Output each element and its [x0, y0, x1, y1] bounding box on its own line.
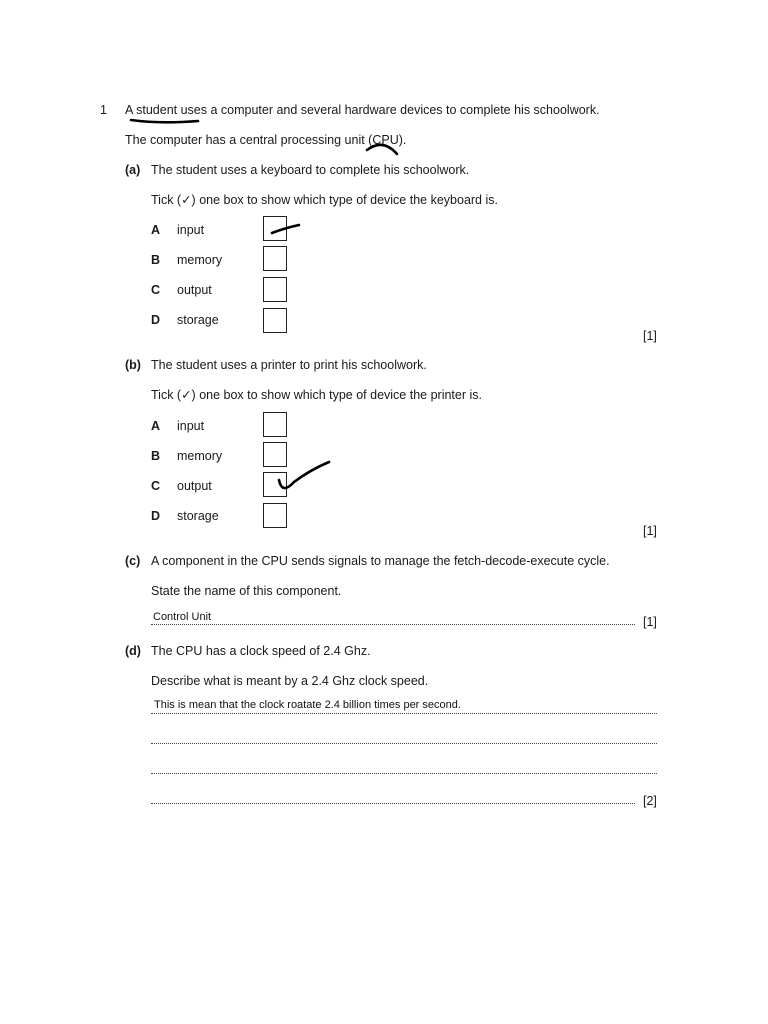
part-a-label: (a): [125, 163, 141, 177]
part-a-option-text: input: [177, 223, 205, 237]
part-a-option-letter: B: [151, 253, 161, 267]
part-d-stem: The CPU has a clock speed of 2.4 Ghz.: [151, 644, 371, 658]
part-c-answer-line: [151, 624, 635, 625]
part-c-instruction: State the name of this component.: [151, 584, 342, 598]
part-a-checkbox-a[interactable]: [263, 216, 287, 241]
part-c-label: (c): [125, 554, 141, 568]
part-c-stem: A component in the CPU sends signals to manage the fetch-decode-execute cycle.: [151, 554, 610, 568]
part-a-option-letter: A: [151, 223, 161, 237]
part-a-checkbox-d[interactable]: [263, 308, 287, 333]
part-d-marks: [2]: [643, 794, 657, 808]
part-b-checkbox-a[interactable]: [263, 412, 287, 437]
part-b-label: (b): [125, 358, 141, 372]
part-a-option-text: memory: [177, 253, 223, 267]
part-b-marks: [1]: [643, 524, 657, 538]
part-d-answer-line: [151, 803, 635, 804]
part-b-option-letter: B: [151, 449, 161, 463]
part-b-option-text: memory: [177, 449, 223, 463]
part-a-checkbox-b[interactable]: [263, 246, 287, 271]
part-a-option-text: output: [177, 283, 212, 297]
part-a-marks: [1]: [643, 329, 657, 343]
part-a-checkbox-c[interactable]: [263, 277, 287, 302]
part-b-stem: The student uses a printer to print his schoolwork.: [151, 358, 427, 372]
part-a-option-letter: C: [151, 283, 161, 297]
part-b-checkbox-c[interactable]: [263, 472, 287, 497]
part-d-label: (d): [125, 644, 141, 658]
part-b-checkbox-b[interactable]: [263, 442, 287, 467]
question-intro: A student uses a computer and several hardware devices to complete his schoolwork.: [125, 103, 600, 117]
part-b-option-letter: A: [151, 419, 161, 433]
part-d-instruction: Describe what is meant by a 2.4 Ghz clock speed.: [151, 674, 429, 688]
part-b-option-text: input: [177, 419, 205, 433]
part-b-checkbox-d[interactable]: [263, 503, 287, 528]
part-a-option-letter: D: [151, 313, 161, 327]
part-a-instruction: Tick (✓) one box to show which type of device the keyboard is.: [151, 193, 498, 207]
question-number: 1: [100, 103, 107, 117]
part-d-answer-line: [151, 773, 657, 774]
part-a-option-text: storage: [177, 313, 219, 327]
cpu-line: The computer has a central processing unit (CPU).: [125, 133, 407, 147]
part-c-answer[interactable]: Control Unit: [153, 611, 212, 623]
part-b-option-text: storage: [177, 509, 219, 523]
part-b-option-text: output: [177, 479, 212, 493]
part-d-answer[interactable]: This is mean that the clock roatate 2.4 billion times per second.: [154, 699, 461, 711]
part-b-option-letter: D: [151, 509, 161, 523]
part-d-answer-line: [151, 713, 657, 714]
part-c-marks: [1]: [643, 615, 657, 629]
part-a-stem: The student uses a keyboard to complete his schoolwork.: [151, 163, 470, 177]
part-b-instruction: Tick (✓) one box to show which type of device the printer is.: [151, 388, 482, 402]
underline-student-stroke: [131, 120, 198, 122]
part-b-option-letter: C: [151, 479, 161, 493]
part-d-answer-line: [151, 743, 657, 744]
